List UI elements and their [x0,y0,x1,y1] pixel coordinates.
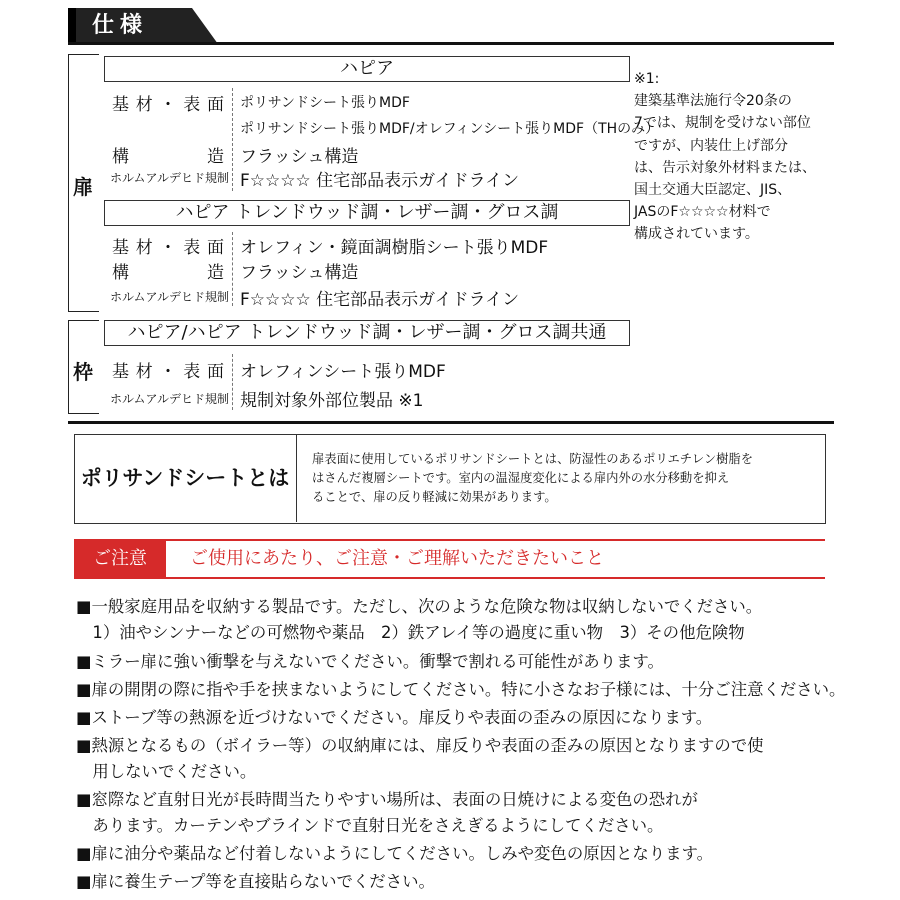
caution-item: ■ストーブ等の熱源を近づけないでください。扉反りや表面の歪みの原因になります。 [76,708,713,727]
footnote-line: 建築基準法施行令20条の [634,93,792,110]
header-rule [68,42,834,45]
label-formaldehyde: ホルムアルデヒド規制 [110,392,230,406]
frame-separator [232,354,233,410]
footnote-line: は、告示対象外材料または、 [634,159,816,176]
frame-title-box: ハピア/ハピア トレンドウッド調・レザー調・グロス調共通 [104,320,630,346]
footnote-line: 国土交通大臣認定、JIS、 [634,182,792,199]
caution-bottom-rule [74,577,825,579]
label-structure: 構造 [112,147,224,167]
footnote-line: ※1: [634,71,660,87]
value-formaldehyde: 規制対象外部位製品 ※1 [240,391,424,411]
value-structure: フラッシュ構造 [240,263,359,283]
frame-side-label: 枠 [73,360,93,384]
label-formaldehyde: ホルムアルデヒド規制 [110,290,230,304]
caution-item: ■窓際など直射日光が長時間当たりやすい場所は、表面の日焼けによる変色の恐れが [76,790,698,809]
caution-item: ■熱源となるもの（ボイラー等）の収納庫には、扉反りや表面の歪みの原因となりますので使 [76,736,764,755]
footnote-line: JASのF☆☆☆☆材料で [634,204,771,221]
caution-item: ■ミラー扉に強い衝撃を与えないでください。衝撃で割れる可能性があります。 [76,652,664,671]
value-formaldehyde: F☆☆☆☆ 住宅部品表示ガイドライン [240,290,520,310]
value-material: オレフィンシート張りMDF [240,362,446,382]
polysand-title: ポリサンドシートとは [80,466,290,490]
label-structure: 構造 [112,263,224,283]
section-rule [68,421,834,424]
footnote-line: 7では、規制を受けない部位 [634,115,811,132]
caution-item-cont: あります。カーテンやブラインドで直射日光をさえぎるようにしてください。 [76,816,664,835]
label-material: 基材・表面 [112,95,224,115]
section-title: 仕様 [92,13,149,38]
polysand-line: はさんだ複層シートです。室内の温湿度変化による扉内外の水分移動を抑え [312,471,730,485]
value-structure: フラッシュ構造 [240,147,359,167]
caution-title: ご使用にあたり、ご注意・ご理解いただきたいこと [190,548,604,569]
footnote-line: ですが、内装仕上げ部分 [634,137,788,154]
footnote-line: 構成されています。 [634,226,759,243]
value-material: ポリサンドシート張りMDF [240,95,410,111]
polysand-line: ることで、扉の反り軽減に効果があります。 [312,490,557,504]
caution-item: ■扉の開閉の際に指や手を挟まないようにしてください。特に小さなお子様には、十分ご注意ください。 [76,680,846,699]
polysand-description [312,450,812,507]
polysand-line: 扉表面に使用しているポリサンドシートとは、防湿性のあるポリエチレン樹脂を [312,452,754,466]
polysand-divider [296,434,297,522]
label-formaldehyde: ホルムアルデヒド規制 [110,171,230,185]
door-side-label: 扉 [73,175,93,199]
caution-item: ■扉に養生テープ等を直接貼らないでください。 [76,872,435,891]
label-material: 基材・表面 [112,238,224,258]
value-material: オレフィン・鏡面調樹脂シート張りMDF [240,238,549,258]
label-material: 基材・表面 [112,362,224,382]
footnote [634,68,838,246]
hapia-title-box: ハピア [104,56,630,82]
trend-separator [232,232,233,306]
caution-item-cont: 用しないでください。 [76,762,257,781]
hapia-separator [232,88,233,191]
value-formaldehyde: F☆☆☆☆ 住宅部品表示ガイドライン [240,171,520,191]
caution-item-sub: 1）油やシンナーなどの可燃物や薬品 2）鉄アレイ等の過度に重い物 3）その他危険物 [76,623,745,642]
caution-item: ■一般家庭用品を収納する製品です。ただし、次のような危険な物は収納しないでください。 [76,597,763,616]
caution-item: ■扉に油分や薬品など付着しないようにしてください。しみや変色の原因となります。 [76,844,714,863]
caution-badge: ご注意 [74,541,166,577]
section-header-accent [68,8,76,44]
trend-title-box: ハピア トレンドウッド調・レザー調・グロス調 [104,200,630,226]
value-material-alt: ポリサンドシート張りMDF/オレフィンシート張りMDF（THのみ） [240,121,660,137]
